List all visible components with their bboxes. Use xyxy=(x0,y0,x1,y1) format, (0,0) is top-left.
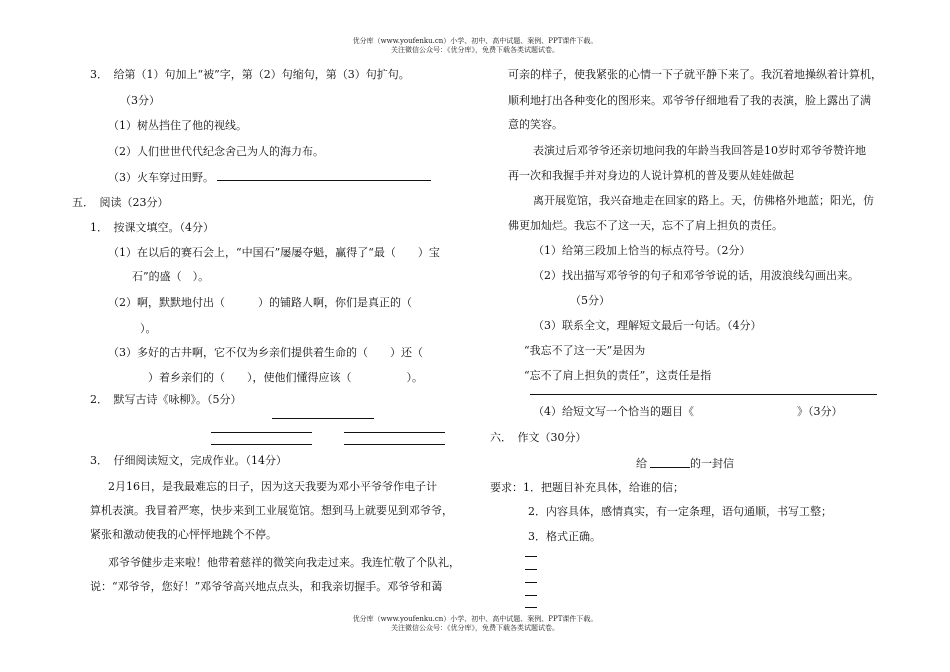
reading-q1-item1-line1: （1）在以后的赛石会上，“中国石”屡屡夺魁，赢得了“最（ ）宝 xyxy=(108,246,440,259)
page-header-line1: 优分库（www.youfenku.cn）小学、初中、高中试题、案例、PPT课件下载。 xyxy=(352,37,598,45)
writing-line[interactable] xyxy=(525,607,537,608)
passage-para1-line2: 算机表演。我冒着严寒，快步来到工业展览馆。想到马上就要见到邓爷爷， xyxy=(90,504,453,517)
passage-para1-line1: 2月16日，是我最难忘的日子，因为这天我要为邓小平爷爷作电子计 xyxy=(108,480,437,493)
reading-q3-sub3-prompt-a: “我忘不了这一天”是因为 xyxy=(524,344,646,357)
reading-q3-sub4-b: 》（3分） xyxy=(797,405,843,418)
answer-line[interactable] xyxy=(217,180,431,181)
reading-q1-item2-line1: （2）啊，默默地付出（ ）的铺路人啊，你们是真正的（ xyxy=(108,296,412,309)
question-3-title: 3． 给第（1）句加上“被”字，第（2）句缩句，第（3）句扩句。 xyxy=(90,68,410,81)
reading-q1-item3-line2: ）着乡亲们的（ ），使他们懂得应该（ ）。 xyxy=(148,371,423,384)
writing-line[interactable] xyxy=(525,569,537,570)
reading-q1-item2-line2: ）。 xyxy=(140,322,157,335)
writing-line[interactable] xyxy=(525,595,537,596)
passage-para2-line3: 可亲的样子，使我紧张的心情一下子就平静下来了。我沉着地操纵着计算机， xyxy=(508,68,882,81)
question-3-sentence-3: （3）火车穿过田野。 xyxy=(108,171,214,184)
section-6-title: 六． 作文（30分） xyxy=(490,431,587,444)
section-5-title: 五． 阅读（23分） xyxy=(72,196,169,209)
passage-para1-line3: 紧张和激动使我的心怦怦地跳个不停。 xyxy=(90,528,277,541)
question-3-sentence-1: （1）树丛挡住了他的视线。 xyxy=(108,119,247,132)
writing-line[interactable] xyxy=(525,556,537,557)
reading-q3-sub2-score: （5分） xyxy=(570,294,610,307)
page-footer-line1: 优分库（www.youfenku.cn）小学、初中、高中试题、案例、PPT课件下载。 xyxy=(352,615,598,623)
passage-para2-line1: 邓爷爷健步走来啦！他带着慈祥的微笑向我走过来。我连忙敬了个队礼， xyxy=(108,556,460,569)
poem-line-5[interactable] xyxy=(344,444,445,445)
passage-para2-line2: 说：“邓爷爷，您好！”邓爷爷高兴地点点头，和我亲切握手。邓爷爷和蔼 xyxy=(90,580,443,593)
page-header-line2: 关注微信公众号：《优分库》，免费下载各类试题试卷。 xyxy=(391,46,559,54)
poem-line-3[interactable] xyxy=(344,432,445,433)
reading-q3-sub1: （1）给第三段加上恰当的标点符号。（2分） xyxy=(533,244,751,257)
composition-requirement-1: 要求：1．把题目补充具体，给谁的信； xyxy=(490,481,684,494)
composition-title-prefix: 给 xyxy=(636,457,647,470)
reading-q3-sub2: （2）找出描写邓爷爷的句子和邓爷爷说的话，用波浪线勾画出来。 xyxy=(533,269,859,282)
composition-requirement-3: 3．格式正确。 xyxy=(528,530,601,543)
composition-requirement-2: 2．内容具体，感情真实，有一定条理，语句通顺，书写工整； xyxy=(528,505,832,518)
passage-para4-line2: 佛更加灿烂。我忘不了这一天，忘不了肩上担负的责任。 xyxy=(508,219,783,232)
reading-q3-sub3: （3）联系全文，理解短文最后一句话。（4分） xyxy=(533,319,762,332)
passage-para2-line4: 顺利地打出各种变化的图形来。邓爷爷仔细地看了我的表演，脸上露出了满 xyxy=(508,94,871,107)
composition-title-suffix: 的一封信 xyxy=(690,457,734,470)
question-3-score: （3分） xyxy=(120,94,160,107)
poem-line-2[interactable] xyxy=(211,432,312,433)
passage-para3-line2: 再一次和我握手并对身边的人说计算机的普及要从娃娃做起 xyxy=(508,169,794,182)
passage-para3-line1: 表演过后邓爷爷还亲切地问我的年龄当我回答是10岁时邓爷爷赞许地 xyxy=(533,144,866,157)
question-3-sentence-2: （2）人们世世代代纪念舍己为人的海力布。 xyxy=(108,145,324,158)
reading-q1-item3-line1: （3）多好的古井啊，它不仅为乡亲们提供着生命的（ ）还（ xyxy=(108,346,423,359)
reading-q3-sub3-prompt-b: “忘不了肩上担负的责任”，这责任是指 xyxy=(524,369,712,382)
passage-para2-line5: 意的笑容。 xyxy=(508,118,563,131)
reading-q3-sub4-a: （4）给短文写一个恰当的题目《 xyxy=(533,405,694,418)
reading-q3-title: 3． 仔细阅读短文，完成作业。（14分） xyxy=(90,454,287,467)
reading-q1-item1-line2: 石”的盛（ ）。 xyxy=(132,270,210,283)
reading-q2-title: 2． 默写古诗《咏柳》。（5分） xyxy=(90,393,242,406)
writing-line[interactable] xyxy=(525,582,537,583)
composition-title-blank[interactable] xyxy=(650,467,690,468)
page-footer-line2: 关注微信公众号：《优分库》，免费下载各类试题试卷。 xyxy=(391,624,559,632)
reading-q1-title: 1． 按课文填空。（4分） xyxy=(90,221,214,234)
passage-para4-line1: 离开展览馆，我兴奋地走在回家的路上。天，仿佛格外地蓝；阳光，仿 xyxy=(533,194,874,207)
poem-line-1[interactable] xyxy=(272,418,374,419)
answer-line[interactable] xyxy=(530,394,877,395)
poem-line-4[interactable] xyxy=(211,444,312,445)
